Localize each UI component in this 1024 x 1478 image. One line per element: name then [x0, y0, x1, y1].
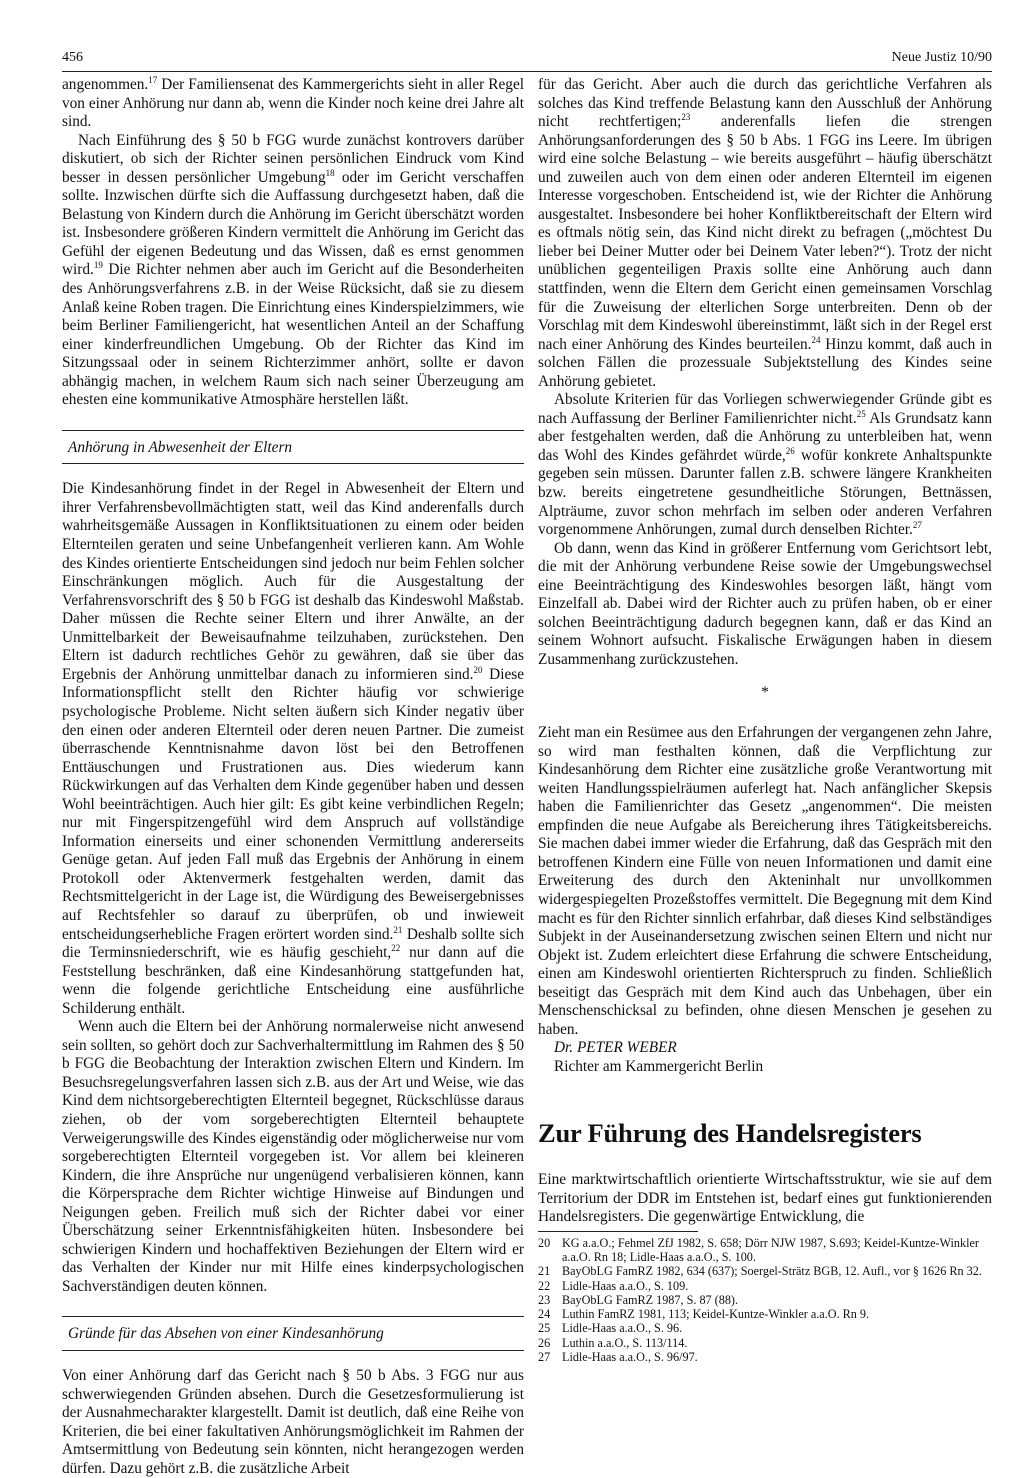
footnote — [538, 1321, 992, 1335]
paragraph: Absolute Kriterien für das Vorliegen schwerwiegender Gründe gibt es nach Auffassung der Berliner Familienrichter nicht.$^{25}$ Als Grundsatz kann aber festgehalten werden, daß die Anhörung zu unterbleiben hat, wenn das Wohl des Kindes gefährdet würde,$^{26}$ wofür konkrete Anhaltspunkte gegeben sein müssen. Darunter fallen z.B. schwere längere Krankheiten bzw. bereits eingetretene gesundheitliche Störungen, Bettnässen, Alpträume, zuvor schon mehrfach im selben oder anderen Verfahren vorgenommene Anhörungen, zumal durch denselben Richter.$^{27}$ — [538, 391, 992, 539]
footnote — [538, 1336, 992, 1350]
footnote-text: KG a.a.O.; Fehmel ZfJ 1982, S. 658; Dörr NJW 1987, S.693; Keidel-Kuntze-Winkler a.a.O. Rn 18; Lidle-Haas a.a.O., S. 100. — [562, 1235, 979, 1264]
footnote-number: 22 — [538, 1278, 551, 1293]
footnote-ref: 17 — [148, 75, 158, 85]
footnote-number: 26 — [538, 1335, 551, 1350]
footnote-ref: 26 — [785, 445, 795, 456]
article-title: Zur Führung des Handelsregisters — [538, 1118, 922, 1149]
footnote-ref: 22 — [391, 943, 401, 954]
paragraph: Wenn auch die Eltern bei der Anhörung normalerweise nicht anwesend sein sollten, so gehört doch zur Sachverhaltermittlung im Rahmen des § 50 b FGG die Beobachtung der Interaktion zwischen Eltern und Kindern. Im Besuchsregelungsverfahren lassen sich z.B. aus der Art und Weise, wie das Kind dem nichtsorgeberechtigten Elternteil begegnet, Rückschlüsse daraus ziehen, ob der vom sorgeberechtigten Elternteil behauptete Verweigerungswille des Kindes eigenständig oder möglicherweise nur vom sorgeberechtigten Elternteil vorgegeben ist. Vor allem bei kleineren Kindern, die ihre Ansprüche nur ungenügend verbalisieren können, kann die Körpersprache dem Richter wichtige Hinweise auf Bindungen und Neigungen geben. Freilich muß sich der Richter dabei vor einer Überschätzung seiner Erkenntnisfähigkeiten hüten. Insbesondere bei schwierigen Kindern und hochaffektiven Beziehungen der Eltern wird er das Verhalten der Kinder nur mit Hilfe eines kinderpsychologischen Sachverständigen deuten können. — [62, 1018, 524, 1295]
footnote-number: 27 — [538, 1350, 551, 1364]
footnote-ref: 20 — [473, 664, 483, 675]
footnote-ref: 18 — [325, 167, 335, 178]
author-affiliation: Richter am Kammergericht Berlin — [554, 1057, 764, 1075]
footnote — [538, 1293, 992, 1307]
footnote-text: Lidle-Haas a.a.O., S. 96. — [562, 1321, 683, 1336]
section-heading: Gründe für das Absehen von einer Kindesanhörung — [62, 1316, 524, 1351]
footnote-ref: 21 — [393, 924, 403, 935]
footnote-ref: 19 — [93, 260, 103, 271]
footnote-text: Lidle-Haas a.a.O., S. 109. — [562, 1278, 689, 1293]
footnote-rule — [538, 1231, 698, 1232]
journal-issue: Neue Justiz 10/90 — [891, 50, 992, 65]
paragraph: Zieht man ein Resümee aus den Erfahrungen der vergangenen zehn Jahre, so wird man festhalten können, daß die Verpflichtung zur Kindesanhörung dem Richter eine zusätzliche große Verantwortung mit weiten Handlungsspielräumen auferlegt hat. Nach anfänglicher Skepsis haben die Familienrichter das Gesetz „angenommen“. Die meisten empfinden die neue Aufgabe als Bereicherung ihres Tätigkeitsbereichs. Sie machen dabei immer wieder die Erfahrung, daß das Gespräch mit den betroffenen Kindern eine Fülle von neuen Informationen und damit eine Erweiterung des durch den Akteninhalt nur unvollkommen widergespiegelten Prozeßstoffes vermittelt. Die Begegnung mit dem Kind macht es für den Richter sinnlich erfahrbar, daß dieses Kind selbständiges Subjekt in der Auseinandersetzung zwischen seinen Eltern und nicht nur Objekt ist. Zudem erleichtert diese Erfahrung die schwere Entscheidung, einen am Kindeswohl orientierten Richterspruch zu finden. Schließlich beseitigt das Gespräch mit dem Kind auch das Unbehagen, über ein Menschenschicksal zu befinden, ohne diesen Menschen je gesehen zu haben. — [538, 724, 992, 1038]
footnote-ref: 23 — [681, 112, 691, 123]
page-number: 456 — [62, 50, 83, 65]
section-separator: * — [761, 683, 769, 701]
footnote-text: BayObLG FamRZ 1982, 634 (637); Soergel-Strätz BGB, 12. Aufl., vor § 1626 Rn 32. — [562, 1264, 982, 1279]
paragraph: Ob dann, wenn das Kind in größerer Entfernung vom Gerichtsort lebt, die mit der Anhörung verbundene Reise sowie der Umgebungswechsel eine Beeinträchtigung des Kindeswohles besorgen läßt, hängt vom Einzelfall ab. Dabei wird der Richter auch zu prüfen haben, ob er einer solchen Beeinträchtigung dadurch begegnen kann, daß er das Kind an seinem Wohnort aufsucht. Fiskalische Erwägungen haben in diesem Zusammenhang zurückzustehen. — [538, 539, 992, 668]
footnote-ref: 24 — [811, 334, 821, 345]
paragraph: Die Kindesanhörung findet in der Regel in Abwesenheit der Eltern und ihrer Verfahrensbevollmächtigten statt, weil das Kind anderenfalls durch wahrheitsgemäße Aussagen in Konfliktsituationen zu einem oder beiden Elternteilen geraten und seine Unbefangenheit verlieren kann. Am Wohle des Kindes orientierte Entscheidungen sind jedoch nur beim Fehlen solcher Einschränkungen möglich. Auch für die Ausgestaltung der Verfahrensvorschrift des § 50 b FGG ist deshalb das Kindeswohl Maßstab. Daher müssen die Rechte seiner Eltern und ihrer Anwälte, an der Unmittelbarkeit der Beweisaufnahme teilzuhaben, zurückstehen. Den Eltern ist dadurch rechtliches Gehör zu gewähren, daß sie über das Ergebnis der Anhörung unmittelbar danach zu informieren sind.$^{20}$ Diese Informationspflicht stellt den Richter häufig vor schwierige psychologische Probleme. Nicht selten äußern sich Kinder negativ über den einen oder anderen Elternteil oder deren neuen Partner. Die zumeist überraschende Kenntnisnahme davon löst bei den Betroffenen Enttäuschungen und Frustrationen aus. Dies wiederum kann Rückwirkungen auf das Verhalten dem Kinde gegenüber haben und dessen Wohl beeinträchtigen. Auch hier gilt: Es gibt keine verbindlichen Regeln; nur mit Fingerspitzengefühl wird dem Anspruch auf vollständige Information einerseits und einer schonenden Vermittlung andererseits Genüge getan. Auf jeden Fall muß das Ergebnis der Anhörung in einem Protokoll oder Aktenvermerk festgehalten werden, damit das Rechtsmittelgericht in der Lage ist, die Würdigung des Beweisergebnisses auf Rechtsfehler so darauf zu überprüfen, ob und inwieweit entscheidungserhebliche Fragen erörtert worden sind.$^{21}$ Deshalb sollte sich die Terminsniederschrift, wie es häufig geschieht,$^{22}$ nur dann auf die Feststellung beschränken, daß eine Kindesanhörung stattgefunden hat, wenn die folgende gerichtliche Entscheidung eine ausführliche Schilderung enthält. — [62, 480, 525, 1017]
footnote-ref: 27 — [912, 520, 922, 531]
footnote-number: 20 — [538, 1235, 551, 1250]
footnote-number: 21 — [538, 1264, 551, 1279]
footnotes — [538, 1236, 992, 1365]
footnote — [538, 1350, 992, 1364]
footnote-text: Luthin FamRZ 1981, 113; Keidel-Kuntze-Winkler a.a.O. Rn 9. — [562, 1307, 870, 1322]
footnote — [538, 1307, 992, 1321]
header-rule — [62, 71, 992, 72]
paragraph: für das Gericht. Aber auch die durch das gerichtliche Verfahren als solches das Kind treffende Belastung kann den Ausschluß der Anhörung nicht rechtfertigen;$^{23}$ anderenfalls liefen die strengen Anhörungsanforderungen des § 50 b Abs. 1 FGG ins Leere. Im übrigen wird eine solche Belastung – wie bereits ausgeführt – häufig überschätzt und zuweilen auch von dem einen oder anderen Elternteil im eigenen Interesse vorgeschoben. Entscheidend ist, wie der Richter die Anhörung ausgestaltet. Insbesondere bei hoher Konfliktbereitschaft der Eltern wird es oftmals nötig sein, das Kind nicht direkt zu befragen („möchtest Du lieber bei Deiner Mutter oder bei Deinem Vater leben?“). Trotz der nicht unüblichen gegenteiligen Praxis sollte eine Anhörung auch dann stattfinden, wenn die Eltern dem Gericht einen gemeinsamen Vorschlag für die Zuweisung der elterlichen Sorge unterbreiten. Denn ob der Vorschlag mit dem Kindeswohl übereinstimmt, läßt sich in der Regel erst nach einer Anhörung des Kindes beurteilen.$^{24}$ Hinzu kommt, daß auch in solchen Fällen die prozessuale Subjektstellung des Kindes seine Anhörung gebietet. — [538, 76, 993, 390]
footnote — [538, 1264, 992, 1278]
left-column — [62, 76, 524, 1478]
footnote-number: 25 — [538, 1321, 551, 1336]
footnote-number: 23 — [538, 1292, 551, 1307]
footnote-text: Luthin a.a.O., S. 113/114. — [562, 1335, 688, 1350]
footnote — [538, 1236, 992, 1265]
paragraph: Nach Einführung des § 50 b FGG wurde zunächst kontrovers darüber diskutiert, ob sich der Richter seinen persönlichen Eindruck vom Kind besser in dessen persönlicher Umgebung$^{18}$ oder im Gericht verschaffen sollte. Inzwischen dürfte sich die Auffassung durchgesetzt haben, daß die Belastung von Kindern durch die Anhörung im Gericht überschätzt worden ist. Insbesondere größeren Kindern vermittelt die Anhörung im Gericht das Gefühl der eigenen Bedeutung und das Wissen, daß es ernst genommen wird.$^{19}$ Die Richter nehmen aber auch im Gericht auf die Besonderheiten des Anhörungsverfahrens z.B. in der Weise Rücksicht, daß sie zu diesem Anlaß keine Roben tragen. Die Einrichtung eines Kinderspielzimmers, wie beim Berliner Familiengericht, hat wesentlichen Anteil an der Schaffung einer kinderfreundlichen Umgebung. Ob der Richter das Kind im Sitzungssaal oder in seinem Richterzimmer anhört, sollte er davon abhängig machen, in welchem Raum sich nach seiner Überzeugung am ehesten eine kommunikative Atmosphäre herstellen läßt. — [62, 131, 524, 409]
section-heading: Anhörung in Abwesenheit der Eltern — [62, 430, 524, 465]
footnote-text: Lidle-Haas a.a.O., S. 96/97. — [562, 1350, 698, 1364]
paragraph: Eine marktwirtschaftlich orientierte Wirtschaftsstruktur, wie sie auf dem Territorium der DDR im Entstehen ist, bedarf eines gut funktionierenden Handelsregisters. Die gegenwärtige Entwicklung, die — [538, 1170, 992, 1226]
footnote-ref: 25 — [856, 408, 866, 419]
paragraph: Von einer Anhörung darf das Gericht nach § 50 b Abs. 3 FGG nur aus schwerwiegenden Gründen absehen. Durch die Gesetzesformulierung ist der Ausnahmecharakter klargestellt. Damit ist deutlich, daß eine Reihe von Kriterien, die bei einer fakultativen Anhörungsmöglichkeit im Rahmen der Amtsermittlung von Bedeutung sein könnten, nicht herangezogen werden dürfen. Dazu gehört z.B. die zusätzliche Arbeit — [62, 1367, 524, 1477]
author-name: Dr. PETER WEBER — [554, 1039, 677, 1057]
right-column — [538, 76, 992, 1364]
footnote — [538, 1279, 992, 1293]
footnote-number: 24 — [538, 1307, 551, 1322]
paragraph: angenommen.$^{17}$ Der Familiensenat des Kammergerichts sieht in aller Regel von einer Anhörung nur dann ab, wenn die Kinder noch keine drei Jahre alt sind. — [62, 75, 524, 131]
footnote-text: BayObLG FamRZ 1987, S. 87 (88). — [562, 1292, 739, 1307]
